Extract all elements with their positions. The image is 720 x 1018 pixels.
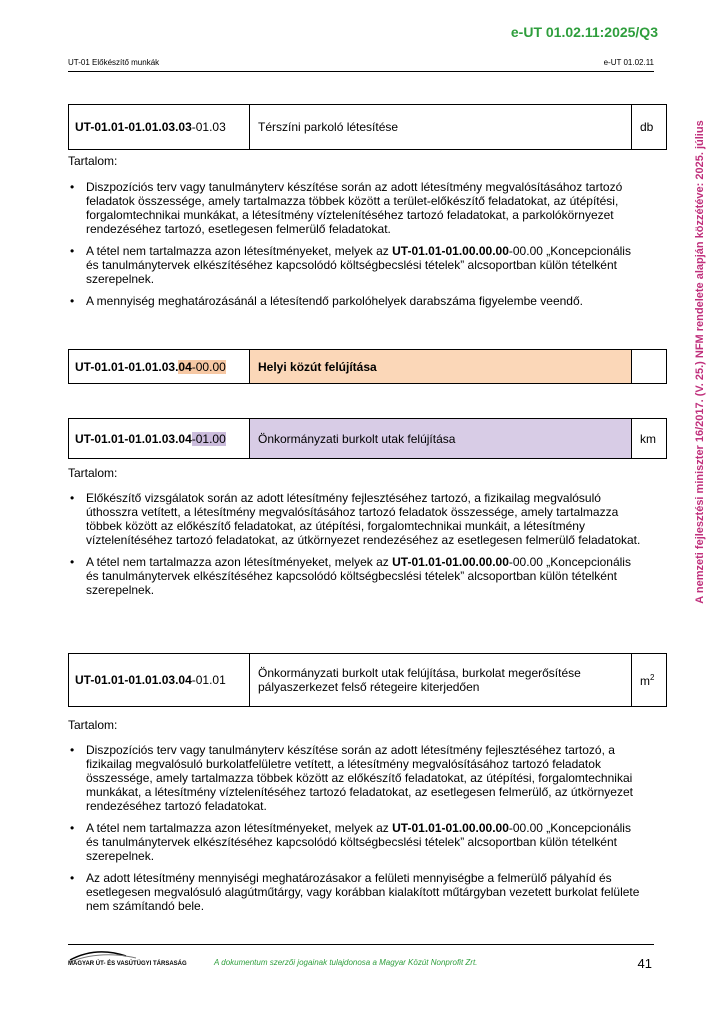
copyright-notice: A dokumentum szerzői jogainak tulajdonosa a Magyar Közút Nonprofit Zrt.	[214, 958, 478, 967]
list-item: • A mennyiség meghatározásánál a létesítendő parkolóhelyek darabszáma figyelembe veendő.	[68, 294, 643, 308]
item-header-table	[68, 349, 667, 384]
side-publication-note: A nemzeti fejlesztési miniszter 16/2017. (V. 25.) NFM rendelete alapján közzétéve: 2025. július	[694, 120, 706, 604]
item-title: Önkormányzati burkolt utak felújítása, burkolat megerősítése pályaszerkezet felső rétegeire kiterjedően	[250, 654, 632, 707]
header-section-title: UT-01 Előkészítő munkák	[68, 58, 160, 67]
list-item: • Diszpozíciós terv vagy tanulmányterv készítése során az adott létesítmény fejlesztéséhez tartozó, a fizikailag megvalósuló burkolatfelületre vetített, a létesítmény megvalósításához tartozó feladatok összessége, amely tartalmazza többek között az előkészítő feladatokat, az útépítési, forgalomtechnikai munkákat, a létesítmény víztelenítéséhez tartozó feladatokat, az esetlegesen felmerülő, az útkörnyezet rendezéséhez tartozó feladatokat.	[68, 743, 643, 813]
header-divider	[68, 71, 654, 72]
footer-divider	[68, 944, 654, 945]
header-doc-id: e-UT 01.02.11	[603, 58, 654, 67]
document-code: e-UT 01.02.11:2025/Q3	[510, 24, 658, 40]
list-item: • Az adott létesítmény mennyiségi meghatározásakor a felületi mennyiségbe a felmerülő pályahíd és esetlegesen megvalósuló alagútműtárgy, vagy korábban kialakított műtárgyban vezetett burkolat felülete nem számítandó bele.	[68, 871, 643, 913]
content-label: Tartalom:	[68, 466, 118, 480]
item-unit	[632, 350, 667, 384]
list-item: • Előkészítő vizsgálatok során az adott létesítmény fejlesztéséhez tartozó, a fizikailag megvalósuló úthosszra vetített, a létesítmény megvalósításához tartozó feladatok összessége, amely tartalmazza többek között az előkészítő feladatokat, az útépítési, forgalomtechnikai munkáit, a létesítmény víztelenítéséhez tartozó feladatokat, az útkörnyezet rendezéséhez az esetlegesen felmerülő feladatokat.	[68, 491, 643, 547]
item-unit: km	[632, 419, 667, 459]
item-header-table	[68, 418, 667, 459]
item-title: Önkormányzati burkolt utak felújítása	[250, 419, 632, 459]
list-item: • A tétel nem tartalmazza azon létesítményeket, melyek az UT-01.01-01.00.00.00-00.00 „Koncepcionális és tanulmánytervek elkészítéséhez kapcsolódó költségbecslési tételek” alcsoportban külön tételként szerepelnek.	[68, 244, 643, 286]
content-label: Tartalom:	[68, 718, 118, 732]
list-item: • A tétel nem tartalmazza azon létesítményeket, melyek az UT-01.01-01.00.00.00-00.00 „Koncepcionális és tanulmánytervek elkészítéséhez kapcsolódó költségbecslési tételek” alcsoportban külön tételként szerepelnek.	[68, 555, 643, 597]
item-code: UT-01.01-01.01.03.04-00.00	[69, 350, 250, 384]
page-number: 41	[637, 956, 652, 971]
list-item: • A tétel nem tartalmazza azon létesítményeket, melyek az UT-01.01-01.00.00.00-00.00 „Koncepcionális és tanulmánytervek elkészítéséhez kapcsolódó költségbecslési tételek” alcsoportban külön tételként szerepelnek.	[68, 821, 643, 863]
item-code: UT-01.01-01.01.03.04-01.01	[69, 654, 250, 707]
content-list	[68, 491, 643, 605]
company-logo-text: MAGYAR ÚT- ÉS VASÚTÜGYI TÁRSASÁG	[68, 961, 187, 967]
item-header-table	[68, 104, 667, 150]
item-title: Térszíni parkoló létesítése	[250, 105, 632, 150]
content-list	[68, 180, 643, 316]
item-header-table	[68, 653, 667, 707]
item-code: UT-01.01-01.01.03.03-01.03	[69, 105, 250, 150]
content-label: Tartalom:	[68, 154, 118, 168]
item-code: UT-01.01-01.01.03.04-01.00	[69, 419, 250, 459]
list-item: • Diszpozíciós terv vagy tanulmányterv készítése során az adott létesítmény megvalósításához tartozó feladatok összessége, amely tartalmazza többek között a terület-előkészítő feladatokat, az útépítési, forgalomtechnikai munkákat, a létesítmény víztelenítéséhez tartozó feladatokat, a parkolókörnyezet rendezéséhez tartozó, esetlegesen felmerülő feladatokat.	[68, 180, 643, 236]
content-list	[68, 743, 643, 921]
item-unit: db	[632, 105, 667, 150]
item-title: Helyi közút felújítása	[250, 350, 632, 384]
item-unit: $m^2$	[632, 654, 667, 707]
